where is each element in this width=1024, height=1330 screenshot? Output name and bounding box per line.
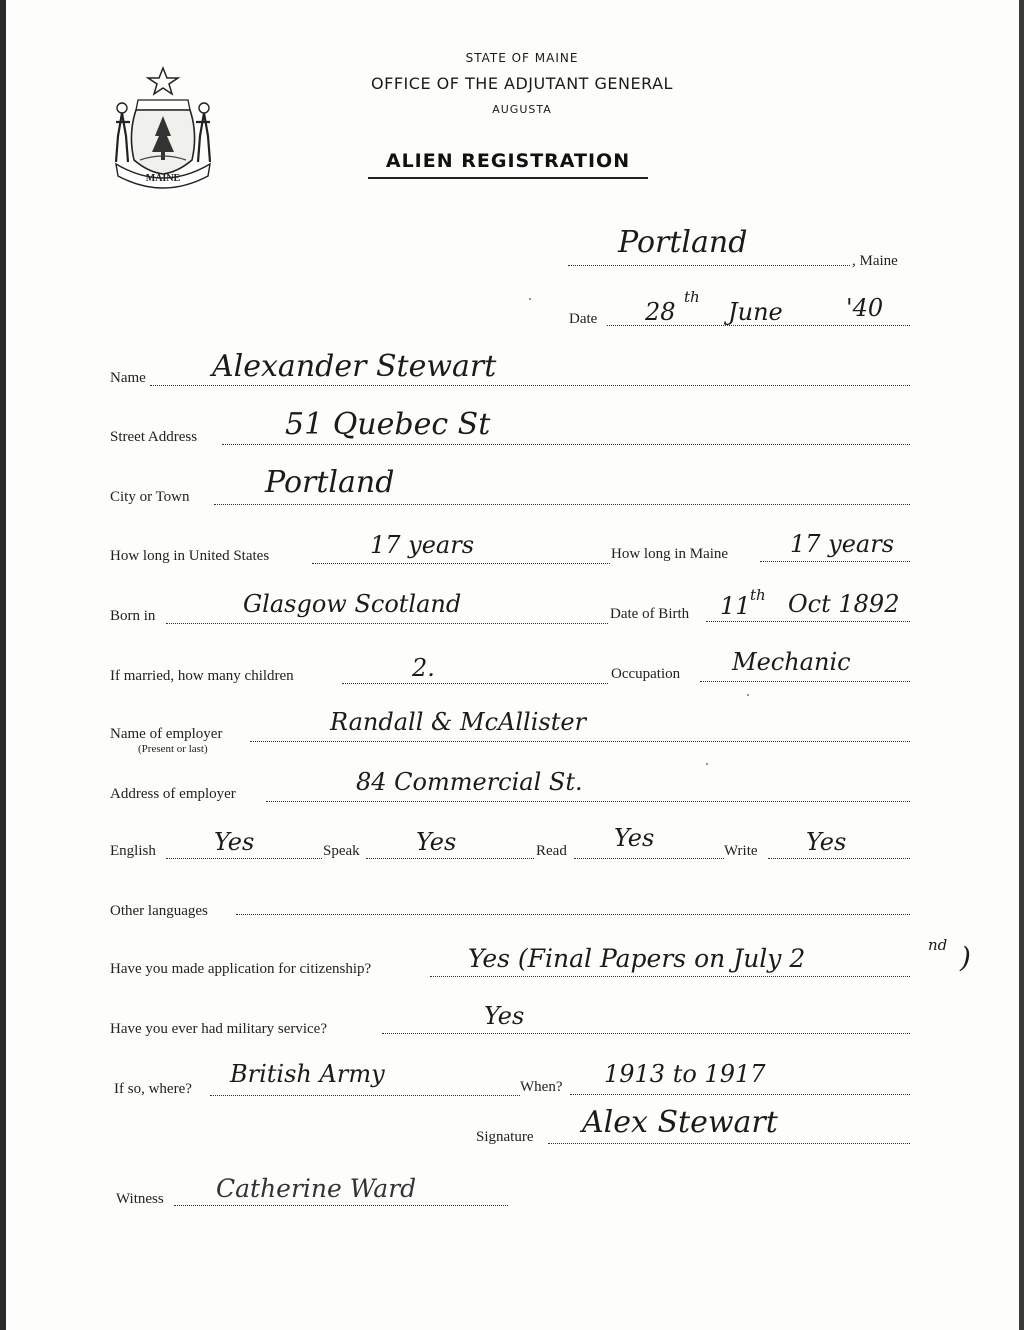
header-office: OFFICE OF THE ADJUTANT GENERAL [371,74,673,93]
write-entry: Yes [806,828,847,856]
children-entry: 2. [412,654,435,682]
page-title: ALIEN REGISTRATION [385,150,631,172]
title-underline [368,177,648,179]
date-year-entry: '40 [846,294,884,322]
how-long-maine-label: How long in Maine [611,546,729,562]
dob-day-entry: 11 [720,592,751,620]
how-long-maine-entry: 17 years [790,530,895,558]
employer-note: (Present or last) [138,743,208,755]
name-label: Name [110,370,146,386]
city-entry: Portland [265,465,395,500]
speak-line [366,858,534,859]
read-line [574,858,724,859]
born-in-label: Born in [110,608,156,624]
witness-entry: Catherine Ward [216,1174,417,1203]
street-entry: 51 Quebec St [285,407,491,442]
how-long-us-label: How long in United States [110,548,270,564]
other-languages-line [236,914,910,915]
date-day-entry: 28 [645,298,676,326]
speak-label: Speak [323,843,360,859]
date-label: Date [569,311,598,327]
military-entry: Yes [484,1002,525,1030]
children-label: If married, how many children [110,668,294,684]
employer-address-line [266,801,910,802]
how-long-maine-line [760,561,910,562]
place-entry: Portland [618,225,748,260]
employer-entry: Randall & McAllister [330,708,587,736]
witness-label: Witness [116,1191,164,1207]
when-label: When? [520,1079,563,1095]
witness-line [174,1205,508,1206]
city-line [214,504,910,505]
signature-label: Signature [476,1129,534,1145]
seal-banner-text: MAINE [145,173,181,184]
occupation-line [700,681,910,682]
english-label: English [110,843,156,859]
signature-entry: Alex Stewart [582,1105,778,1140]
scan-speck [529,298,531,300]
children-line [342,683,608,684]
scan-speck [747,694,749,696]
city-label: City or Town [110,489,190,505]
dob-label: Date of Birth [610,606,690,622]
employer-label: Name of employer [110,726,223,742]
citizenship-sup-entry: nd [928,936,948,954]
born-in-entry: Glasgow Scotland [243,590,462,618]
header-state: STATE OF MAINE [465,51,579,65]
date-month-entry: June [728,298,783,326]
employer-address-entry: 84 Commercial St. [356,768,583,796]
english-line [166,858,322,859]
military-line [382,1033,910,1034]
where-line [210,1095,520,1096]
occupation-entry: Mechanic [732,648,851,676]
name-line [150,385,910,386]
speak-entry: Yes [416,828,457,856]
when-entry: 1913 to 1917 [604,1060,766,1088]
place-line [568,265,850,266]
header-city: AUGUSTA [492,103,552,116]
street-line [222,444,910,445]
scan-speck [706,763,708,765]
dob-rest-entry: Oct 1892 [788,590,900,618]
military-label: Have you ever had military service? [110,1021,327,1037]
where-label: If so, where? [114,1081,192,1097]
english-entry: Yes [214,828,255,856]
born-in-line [166,623,608,624]
maine-label: , Maine [852,253,898,269]
name-entry: Alexander Stewart [212,349,497,384]
citizenship-line [430,976,910,977]
write-line [768,858,910,859]
other-languages-label: Other languages [110,903,208,919]
street-label: Street Address [110,429,198,445]
when-line [570,1094,910,1095]
read-entry: Yes [614,824,655,852]
where-entry: British Army [230,1060,385,1088]
dob-line [706,621,910,622]
read-label: Read [536,843,567,859]
employer-address-label: Address of employer [110,786,236,802]
scan-edge-right [1019,0,1024,1330]
citizenship-entry: Yes (Final Papers on July 2 [468,944,806,973]
signature-line [548,1143,910,1144]
occupation-label: Occupation [611,666,681,682]
employer-line [250,741,910,742]
write-label: Write [724,843,758,859]
how-long-us-entry: 17 years [370,531,475,559]
dob-suffix-entry: th [750,586,766,604]
scan-edge-left [0,0,6,1330]
citizenship-close-entry: ) [960,941,971,974]
how-long-us-line [312,563,610,564]
date-suffix-entry: th [684,288,700,306]
citizenship-label: Have you made application for citizenship? [110,961,372,977]
